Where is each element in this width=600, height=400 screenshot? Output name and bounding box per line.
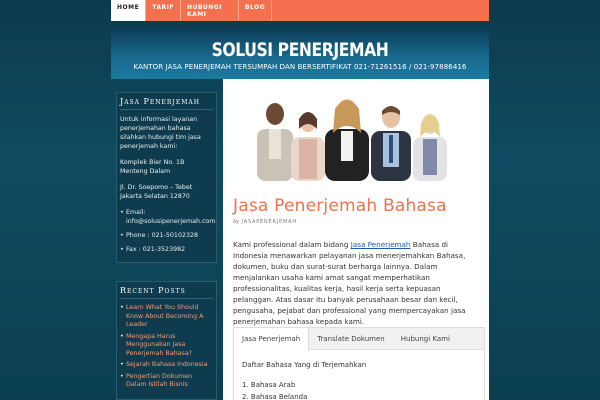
tab-translate-dokumen[interactable]: Translate Dokumen <box>317 335 385 343</box>
person-2 <box>291 112 325 181</box>
post-byline <box>233 219 297 225</box>
tab-jasa-penerjemah[interactable]: Jasa Penerjemah <box>234 328 309 351</box>
site-title[interactable]: SOLUSI PENERJEMAH <box>211 39 389 61</box>
recent-post-link[interactable] <box>120 333 213 359</box>
widget-intro: Untuk informasi layanan penerjemahan bahasa silahkan hubungi tim jasa penerjemah kami: <box>120 116 201 150</box>
hero-team-image <box>235 89 479 181</box>
post-body-text: Kami professional dalam bidang <box>233 240 351 249</box>
contact-email-text: Email: info@solusipenerjemah.com <box>126 209 216 225</box>
person-5 <box>413 114 447 181</box>
post-title[interactable]: Jasa Penerjemah Bahasa <box>233 196 447 216</box>
recent-post-link[interactable] <box>120 304 213 330</box>
post-body-text-cont: Bahasa di Indonesia menawarkan pelayanan jasa menerjemahkan Bahasa, dokumen, buku dan surat-surat berharga lainnya. Dalam menjalankan usaha kami amat sangat memperhatikan professionalitas, kualitas kerja, hasil kerja serta kepuasan pelanggan. Atas dasar itu banyak perusahaan besar dan kecil, pengusaha, pejabat dan professional yang mempercayakan jasa penerjemahan bahasa kepada kami. <box>233 240 466 326</box>
language-item: 1. Bahasa Arab <box>242 381 296 389</box>
post-author[interactable]: JASAPENERJEMAH <box>241 219 297 225</box>
person-3 <box>325 99 369 181</box>
widget-title: Recent Posts <box>120 286 213 299</box>
post-body <box>233 239 483 327</box>
team-photo-illustration <box>235 89 479 181</box>
contact-email <box>120 208 216 226</box>
person-1 <box>257 103 293 181</box>
nav-home[interactable]: HOME <box>111 0 146 21</box>
bullet-icon: • <box>120 209 124 216</box>
contact-phone-text: Phone : 021-50102328 <box>126 232 198 239</box>
tabs-widget <box>233 327 485 400</box>
bullet-icon: • <box>120 332 124 340</box>
widget-title: Jasa Penerjemah <box>120 97 213 110</box>
jasa-penerjemah-link[interactable]: Jasa Penerjemah <box>350 240 411 249</box>
contact-phone <box>120 231 213 240</box>
bullet-icon: • <box>120 246 124 253</box>
recent-post-link[interactable] <box>120 361 213 370</box>
recent-post-title[interactable]: Mengapa Harus Menggunakan Jasa Penerjemah Bahasa? <box>126 332 193 357</box>
nav-hubungi-kami[interactable]: HUBUNGI KAMI <box>181 0 239 21</box>
bullet-icon: • <box>120 232 124 239</box>
recent-post-link[interactable] <box>120 373 213 390</box>
address-line-1: Komplek Bier No. 1B Menteng Dalam <box>120 159 185 175</box>
nav-blog[interactable]: BLOG <box>239 0 272 21</box>
bullet-icon: • <box>120 372 124 380</box>
tab-bar <box>234 328 484 350</box>
contact-fax-text: Fax : 021-3523982 <box>126 246 186 253</box>
site-tagline: KANTOR JASA PENERJEMAH TERSUMPAH DAN BERSERTIFIKAT 021-71261516 / 021-97886416 <box>133 63 467 71</box>
recent-post-title[interactable]: Sejarah Bahasa Indonesia <box>126 361 208 368</box>
address-line-2: Jl. Dr. Soepomo – Tebet Jakarta Selatan 12870 <box>120 184 193 200</box>
tab-hubungi-kami[interactable]: Hubungi Kami <box>400 335 450 343</box>
site-header <box>111 27 489 79</box>
bullet-icon: • <box>120 361 124 368</box>
byline-by: by <box>233 219 240 225</box>
tab-panel-heading: Daftar Bahasa Yang di Terjemahkan <box>242 361 367 369</box>
widget-recent-posts <box>116 281 217 400</box>
person-4 <box>371 106 411 181</box>
language-item: 2. Bahasa Belanda <box>242 393 308 400</box>
recent-post-title[interactable]: Learn What You Should Know About Becoming A Leader <box>126 304 204 328</box>
language-list <box>242 379 476 400</box>
tab-panel <box>234 350 484 400</box>
contact-fax <box>120 245 213 254</box>
main-content <box>223 79 489 400</box>
top-navigation <box>111 0 489 21</box>
recent-post-title[interactable]: Pengertian Dokumen Dalam Istilah Bisnis <box>126 372 193 388</box>
nav-tarif[interactable]: TARIF <box>146 0 181 21</box>
widget-jasa-penerjemah <box>116 92 217 263</box>
bullet-icon: • <box>120 304 124 311</box>
